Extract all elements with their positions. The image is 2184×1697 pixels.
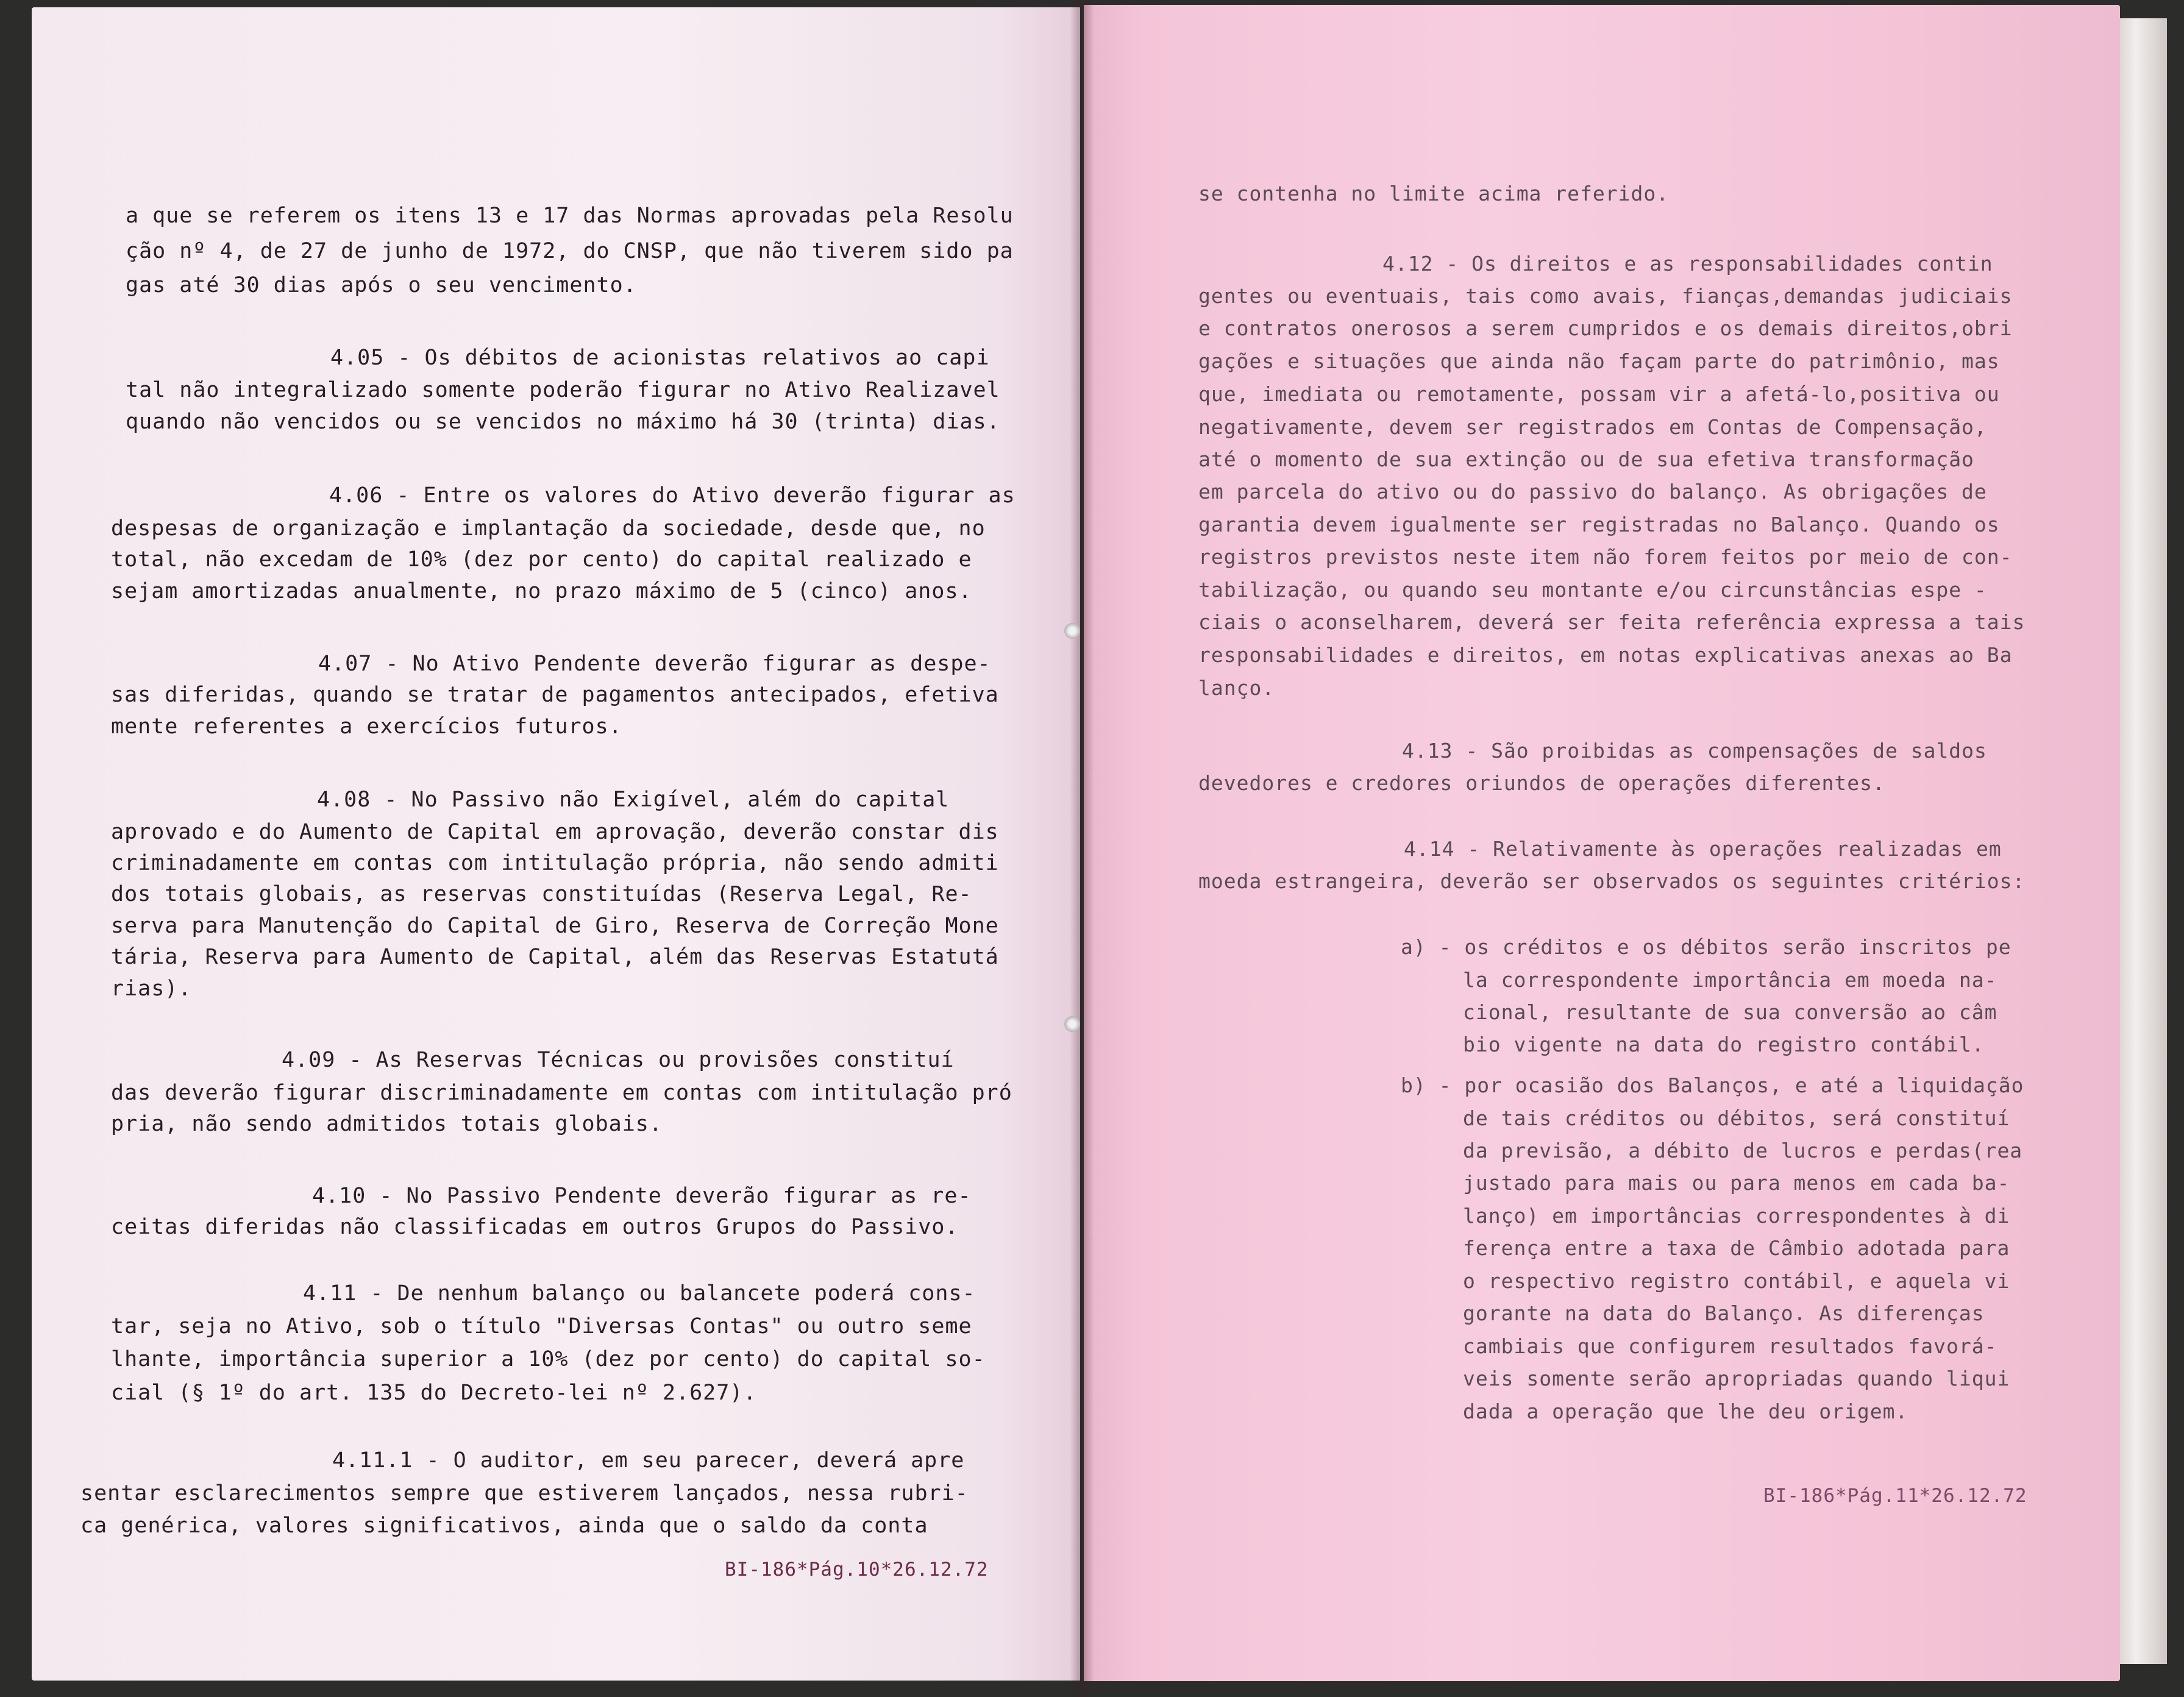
left-page-text-line: sejam amortizadas anualmente, no prazo máximo de 5 (cinco) anos.	[111, 579, 972, 603]
left-page-folio: BI-186*Pág.10*26.12.72	[725, 1559, 989, 1581]
left-page-text-line: ção nº 4, de 27 de junho de 1972, do CNSP, que não tiverem sido pa	[126, 239, 1014, 263]
left-page-text-line: aprovado e do Aumento de Capital em aprovação, deverão constar dis	[111, 820, 999, 844]
left-page	[32, 7, 1080, 1681]
left-page-text-line: 4.10 - No Passivo Pendente deverão figurar as re-	[312, 1184, 972, 1208]
right-page-text-line: e contratos onerosos a serem cumpridos e os demais direitos,obri	[1198, 316, 2013, 340]
right-page-text-line: registros previstos neste item não forem feitos por meio de con-	[1198, 545, 2013, 569]
left-page-text-line: dos totais globais, as reservas constituídas (Reserva Legal, Re-	[111, 882, 972, 906]
right-page-text-line: ferença entre a taxa de Câmbio adotada para	[1463, 1236, 2010, 1260]
left-page-text-line: sentar esclarecimentos sempre que estiverem lançados, nessa rubri-	[80, 1481, 969, 1506]
right-page-text-line: devedores e credores oriundos de operações diferentes.	[1198, 771, 1885, 795]
left-page-text-line: 4.09 - As Reservas Técnicas ou provisões constituí	[282, 1048, 955, 1072]
right-page-text-line: que, imediata ou remotamente, possam vir a afetá-lo,positiva ou	[1198, 382, 2000, 406]
left-page-text-line: total, não excedam de 10% (dez por cento) do capital realizado e	[111, 547, 972, 572]
left-page-text-line: tária, Reserva para Aumento de Capital, além das Reservas Estatutá	[111, 945, 999, 969]
right-page	[1084, 5, 2120, 1681]
right-page-text-line: 4.13 - São proibidas as compensações de saldos	[1402, 739, 1987, 763]
right-page-text-line: dada a operação que lhe deu origem.	[1463, 1400, 1908, 1423]
right-page-text-line: de tais créditos ou débitos, será constituí	[1463, 1106, 2010, 1130]
right-page-text-line: responsabilidades e direitos, em notas explicativas anexas ao Ba	[1198, 643, 2013, 667]
right-page-text-line: gorante na data do Balanço. As diferenças	[1463, 1301, 1985, 1325]
left-page-text-line: sas diferidas, quando se tratar de pagamentos antecipados, efetiva	[111, 683, 999, 707]
right-page-text-line: ciais o aconselharem, deverá ser feita referência expressa a tais	[1198, 610, 2026, 634]
left-page-text-line: lhante, importância superior a 10% (dez por cento) do capital so-	[111, 1347, 986, 1371]
right-page-text-line: 4.12 - Os direitos e as responsabilidades contin	[1382, 252, 1993, 276]
staple-lower	[1064, 1016, 1080, 1032]
left-page-text-line: tal não integralizado somente poderão figurar no Ativo Realizavel	[126, 378, 1000, 402]
right-page-text-line: a) - os créditos e os débitos serão inscritos pe	[1401, 935, 2011, 959]
right-page-text-line: la correspondente importância em moeda na-	[1463, 968, 1997, 992]
right-page-text-line: gentes ou eventuais, tais como avais, fianças,demandas judiciais	[1198, 284, 2013, 308]
left-page-text-line: gas até 30 dias após o seu vencimento.	[126, 273, 637, 297]
right-page-text-line: veis somente serão apropriadas quando liqui	[1463, 1367, 2010, 1390]
left-page-text-line: ceitas diferidas não classificadas em outros Grupos do Passivo.	[111, 1215, 959, 1239]
left-page-text-line: cial (§ 1º do art. 135 do Decreto-lei nº 2.627).	[111, 1381, 757, 1405]
right-page-text-line: garantia devem igualmente ser registradas no Balanço. Quando os	[1198, 513, 2000, 536]
left-page-text-line: rias).	[111, 977, 192, 1001]
right-page-folio: BI-186*Pág.11*26.12.72	[1763, 1485, 2027, 1507]
right-page-text-line: tabilização, ou quando seu montante e/ou circunstâncias espe -	[1198, 578, 1987, 602]
left-page-text-line: 4.11 - De nenhum balanço ou balancete poderá cons-	[303, 1281, 976, 1306]
right-page-text-line: se contenha no limite acima referido.	[1198, 182, 1670, 205]
left-page-text-line: 4.11.1 - O auditor, em seu parecer, deverá apre	[332, 1448, 965, 1473]
book-spine	[1070, 0, 1094, 1697]
right-page-text-line: o respectivo registro contábil, e aquela vi	[1463, 1269, 2010, 1293]
left-page-text-line: quando não vencidos ou se vencidos no máximo há 30 (trinta) dias.	[126, 410, 1000, 434]
right-page-text-line: da previsão, a débito de lucros e perdas(rea	[1463, 1139, 2023, 1162]
left-page-text-line: 4.06 - Entre os valores do Ativo deverão figurar as	[329, 483, 1016, 508]
right-page-text-line: 4.14 - Relativamente às operações realizadas em	[1404, 837, 2002, 861]
right-page-text-line: justado para mais ou para menos em cada ba-	[1463, 1171, 2010, 1195]
page-edge-stack	[2115, 18, 2167, 1664]
left-page-text-line: pria, não sendo admitidos totais globais.	[111, 1112, 663, 1136]
left-page-text-line: das deverão figurar discriminadamente em contas com intitulação pró	[111, 1081, 1012, 1105]
left-page-text-line: 4.08 - No Passivo não Exigível, além do capital	[317, 788, 950, 812]
right-page-text-line: moeda estrangeira, deverão ser observados os seguintes critérios:	[1198, 869, 2026, 893]
right-page-text-line: gações e situações que ainda não façam parte do patrimônio, mas	[1198, 349, 2000, 373]
right-page-text-line: até o momento de sua extinção ou de sua efetiva transformação	[1198, 447, 1974, 471]
left-page-text-line: 4.05 - Os débitos de acionistas relativos ao capi	[330, 346, 990, 370]
left-page-text-line: ca genérica, valores significativos, ainda que o saldo da conta	[80, 1514, 928, 1538]
right-page-text-line: lanço.	[1198, 676, 1275, 700]
right-page-text-line: cambiais que configurem resultados favorá-	[1463, 1334, 1997, 1358]
left-page-text-line: tar, seja no Ativo, sob o título "Diversas Contas" ou outro seme	[111, 1314, 972, 1339]
left-page-text-line: mente referentes a exercícios futuros.	[111, 714, 622, 739]
left-page-text-line: serva para Manutenção do Capital de Giro, Reserva de Correção Mone	[111, 914, 999, 938]
left-page-text-line: 4.07 - No Ativo Pendente deverão figurar as despe-	[318, 652, 991, 676]
left-page-text-line: a que se referem os itens 13 e 17 das Normas aprovadas pela Resolu	[126, 204, 1014, 228]
staple-upper	[1064, 623, 1080, 639]
right-page-text-line: lanço) em importâncias correspondentes à di	[1463, 1204, 2010, 1228]
right-page-text-line: negativamente, devem ser registrados em Contas de Compensação,	[1198, 415, 1987, 439]
right-page-text-line: bio vigente na data do registro contábil.	[1463, 1033, 1985, 1056]
left-page-text-line: criminadamente em contas com intitulação própria, não sendo admiti	[111, 851, 999, 875]
right-page-text-line: cional, resultante de sua conversão ao câm	[1463, 1000, 1997, 1024]
right-page-text-line: em parcela do ativo ou do passivo do balanço. As obrigações de	[1198, 480, 1987, 503]
right-page-text-line: b) - por ocasião dos Balanços, e até a liquidação	[1401, 1073, 2024, 1097]
left-page-text-line: despesas de organização e implantação da sociedade, desde que, no	[111, 516, 986, 541]
